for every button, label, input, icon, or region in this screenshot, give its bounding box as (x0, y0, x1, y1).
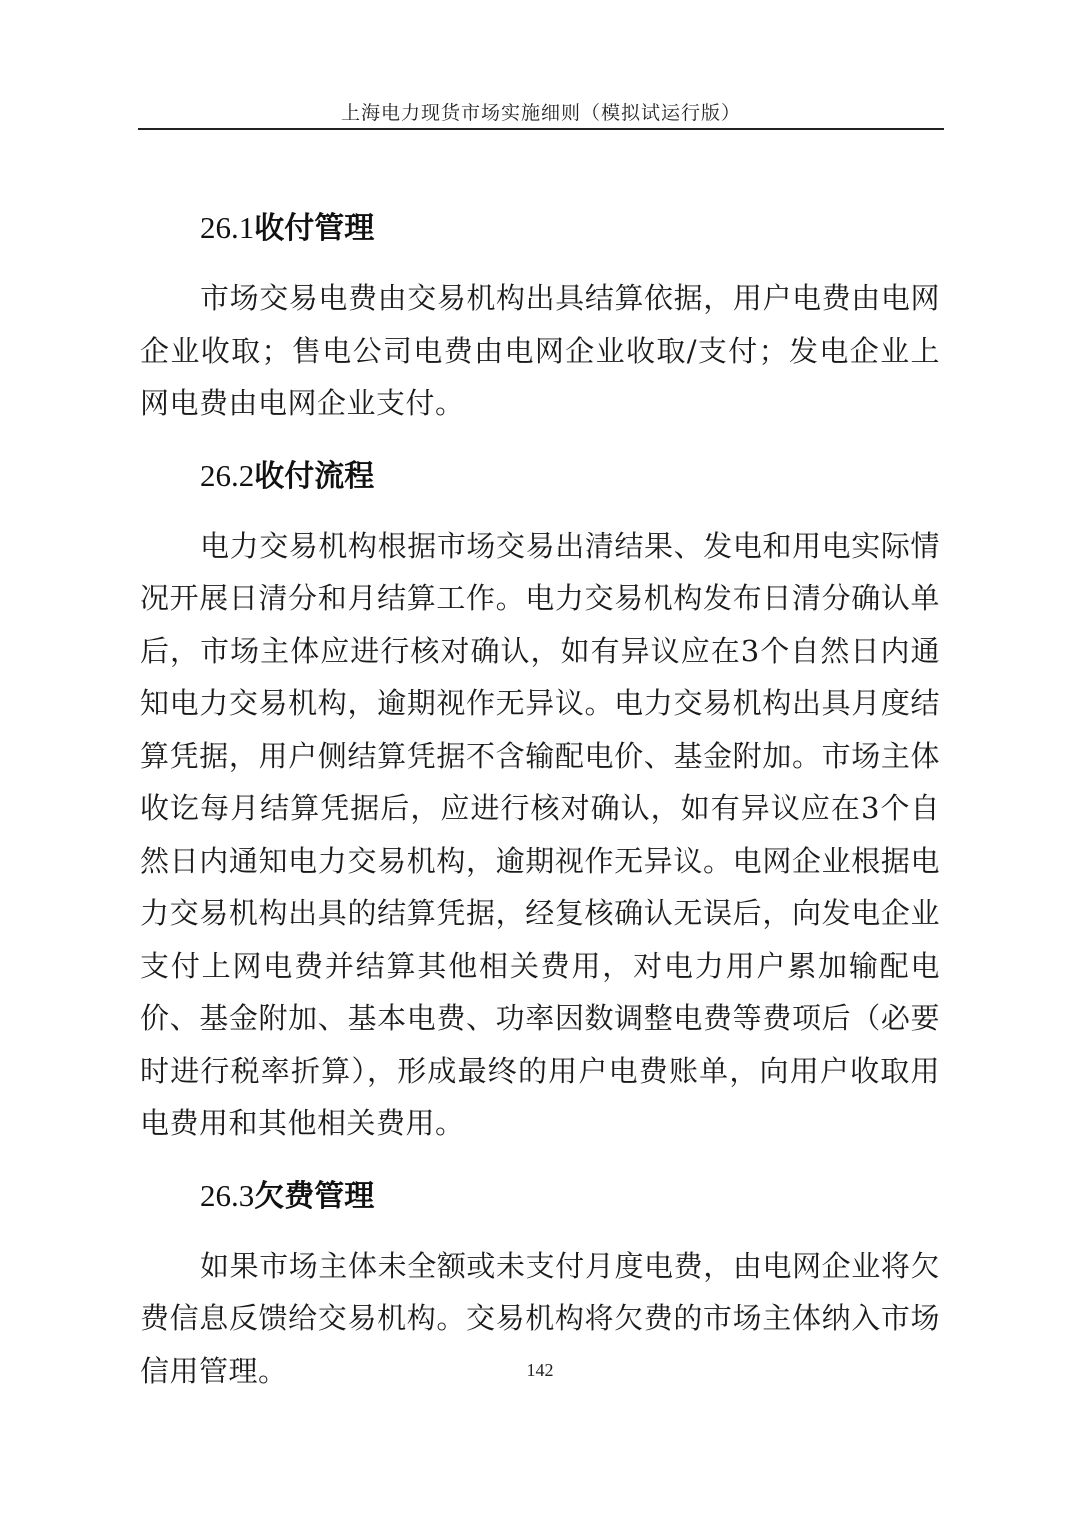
section-title: 欠费管理 (254, 1178, 375, 1214)
section-number: 26.2 (200, 457, 255, 493)
section-number: 26.1 (200, 210, 255, 245)
section-paragraph: 如果市场主体未全额或未支付月度电费，由电网企业将欠费信息反馈给交易机构。交易机构将欠费的市场主体纳入市场信用管理。 (140, 1248, 940, 1388)
section-paragraph: 市场交易电费由交易机构出具结算依据，用户电费由电网企业收取；售电公司电费由电网企业收取/支付；发电企业上网电费由电网企业支付。 (140, 281, 940, 420)
page-header-title: 上海电力现货市场实施细则（模拟试运行版） (340, 102, 741, 124)
section-26-1 (140, 200, 940, 430)
section-title: 收付流程 (254, 458, 375, 494)
section-number: 26.3 (200, 1177, 255, 1213)
section-heading (140, 200, 940, 256)
section-26-2 (140, 448, 940, 1150)
page-number: 142 (526, 1360, 554, 1380)
section-heading (140, 448, 940, 504)
section-title: 收付管理 (254, 211, 375, 246)
section-paragraph: 电力交易机构根据市场交易出清结果、发电和用电实际情况开展日清分和月结算工作。电力交易机构发布日清分确认单后，市场主体应进行核对确认，如有异议应在3个自然日内通知电力交易机构，逾期视作无异议。电力交易机构出具月度结算凭据，用户侧结算凭据不含输配电价、基金附加。市场主体收讫每月结算凭据后，应进行核对确认，如有异议应在3个自然日内通知电力交易机构，逾期视作无异议。电网企业根据电力交易机构出具的结算凭据，经复核确认无误后，向发电企业支付上网电费并结算其他相关费用，对电力用户累加输配电价、基金附加、基本电费、功率因数调整电费等费项后（必要时进行税率折算），形成最终的用户电费账单，向用户收取用电费用和其他相关费用。 (140, 528, 940, 1140)
header-divider (138, 128, 944, 130)
section-heading (140, 1168, 940, 1224)
document-body (140, 200, 940, 1415)
